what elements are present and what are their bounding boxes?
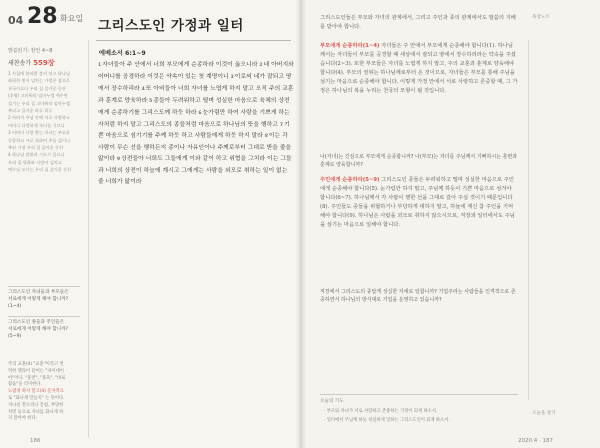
verse-number: 5 <box>149 98 153 104</box>
section-heading: 부모에게 순종하라(1~4) <box>320 43 380 49</box>
note-line: 노엽게 하지 말고(4) 문자적으 <box>8 389 64 395</box>
prayer-item: · 일터에서 주님께 하듯 성실하게 일하는 그리스도인이 되게 하소서. <box>324 418 450 423</box>
question-line: 그리스도인 종들과 주인들은 <box>8 320 65 325</box>
margin-divider <box>528 40 529 400</box>
reflection-question: 나(자녀)는 진심으로 부모에게 순종합니까? 나(부모)는 자녀를 주님께서 기뻐하시는 훈련과 훈계로 양육합니까? <box>320 154 518 169</box>
section-parents <box>320 42 518 95</box>
question-line: 서로에게 어떻게 해야 합니까?(1~4) <box>8 296 69 309</box>
date-weekday: 화요일 <box>60 14 84 23</box>
prayer-label: 오늘의 기도 <box>320 399 344 404</box>
margin-label-top: 묵상노트 <box>532 15 550 20</box>
scripture-reference: 에베소서 6:1~9 <box>99 50 146 57</box>
verse-number: 6 <box>198 110 202 116</box>
note-line: 처벌 등으로 자녀를 화나게 하 <box>8 409 64 415</box>
lyric-line: 복되고 즐거운 하루 하루 <box>8 108 53 114</box>
hymn-lyrics <box>8 70 78 174</box>
question-line: 서로에게 어떻게 해야 합니까? <box>8 326 69 332</box>
title-divider <box>96 40 291 41</box>
note-line: 로 "화나게 만들지" 는 뜻이다. <box>8 395 65 401</box>
question-servants-masters <box>8 316 80 340</box>
note-line: 주의 교훈(4) "교훈"이라고 번 <box>8 362 64 367</box>
column-divider <box>88 40 89 438</box>
lyric-line: (후렴) 고마워라 임마누엘 예수만 <box>8 93 68 99</box>
lyric-line: 1 사철에 봄바람 불어 잇고 하나님 <box>8 71 70 76</box>
verse-text: 종들아 두려워하고 떨며 성실한 마음으로 육체의 상전에게 순종하기를 그리스도께 하듯 하라 <box>98 97 290 116</box>
margin-label-bottom: 오늘을 살기 <box>532 411 556 416</box>
reading-range: 말씀읽기: 잠언 4~8 <box>8 48 53 54</box>
lyric-line: 2 아버지 주님 안에 서로 사랑하고 <box>8 115 70 121</box>
lyric-line: 우리 집 평화와 사랑이 넘치고 <box>8 159 62 165</box>
verse-number: 3 <box>230 74 234 80</box>
verse-number: 2 <box>259 63 263 68</box>
question-children-parents <box>8 286 80 310</box>
verse-text: 눈가림만 하여 사람을 기쁘게 하는 자처럼 하지 말고 그리스도의 종들처럼 마음으로 하나님의 뜻을 행하고 <box>98 109 290 128</box>
prayer-item: · 부모와 자녀가 서로 사랑하고 존중하는 가정이 되게 하소서. <box>324 409 438 414</box>
verse-text: 또 아비들아 너희 자녀를 노엽게 하지 말고 오직 주의 교훈과 훈계로 양육하라 <box>98 85 294 104</box>
question-line: 그리스도인 자녀들과 부모들은 <box>8 290 69 295</box>
lyric-line: 순종하고 서로 위하여 주를 섬기니 <box>8 137 70 143</box>
hymn-label <box>8 58 54 68</box>
lyric-line: 복된 가정 우리 집 즐거운 동산 <box>8 145 64 151</box>
verse-number: 4 <box>141 86 145 92</box>
hymn-prefix: 새찬송가 <box>8 60 32 67</box>
section-body: 자녀들은 주 안에서 부모에게 순종해야 합니다(1). 하나님께서는 자녀들이 부모를 공경할 때 세상에서 잘되고 땅에서 장수하리라는 약속을 주셨습니다(2~3). 또한 부모들은 자녀를 노엽게 하지 말고, 주의 교훈과 훈계로 양육해야 합니다(4). 부모의 권위는 하나님께로부터 온 것이므로, 자녀들은 부모를 통해 주님을 섬기는 마음으로 순종해야 합니다. 이렇게 가정 안에서 서로 사랑하고 존중할 때, 그 가정은 하나님의 복을 누리는 천국의 모형이 될 것입니다. <box>320 43 518 94</box>
scripture-text <box>98 60 294 188</box>
section-heading: 주인에게 순종하라(5~9) <box>320 177 380 183</box>
reflection-question: 직장에서 그리스도의 종답게 성실한 자세로 일합니까? 기업주라는 사람들을 인격적으로 존중하면서 하나님의 방식대로 기업을 운영하고 있습니까? <box>320 289 516 304</box>
lyric-line: 예수님 모시는 우리 집 즐거운 동산 <box>8 167 72 173</box>
intro-paragraph: 그리스도인들은 부모와 자녀의 관계에서, 그리고 주인과 종의 관계에서도 말씀의 지배를 받아야 합니다. <box>320 15 516 30</box>
page-title: 그리스도인 가정과 일터 <box>98 18 244 34</box>
verse-text: 상전들아 너희도 그들에게 이와 같이 하고 위협을 그치라 이는 그들과 너희의 상전이 하늘에 계시고 그에게는 사람을 외모로 취하는 일이 없는 줄 너희가 앎이라 <box>98 156 292 186</box>
lyric-line: 섬기는 우리 집 고마워라 임마누엘 <box>8 100 70 106</box>
note-line: 아"이다. "훈련", "훈육", "바로 <box>8 375 66 381</box>
verse-text: 이는 각 사람이 무슨 선을 행하든지 종이나 자유인이나 주께로부터 그대로 받을 줄을 앎이라 <box>98 133 292 163</box>
lyric-line: 천국이로다 우리 집 즐거운 동산 <box>8 85 66 91</box>
note-line: 역한 헬라어 단어는 "파이데이 <box>8 368 64 374</box>
verse-number: 1 <box>98 63 102 68</box>
lyric-line: 3 어버이 사랑 받는 자녀는 부모를 <box>8 130 70 136</box>
page-number-left: 186 <box>30 438 41 444</box>
date-month: 04 <box>8 14 24 27</box>
section-body: 그리스도인 종들은 두려워하고 떨며 성실한 마음으로 주인에게 순종해야 합니다(5). 눈가림만 하지 말고, 주님께 하듯이 기쁜 마음으로 섬겨야 합니다(6~7). 하나님께서 각 사람이 행한 선을 그대로 갚아 주실 것이기 때문입니다(8). 주인들도 종들을 위협하거나 부당하게 대하지 말고, 하늘에 계신 참 주인을 기억해야 합니다(9). 하나님은 사람을 외모로 취하지 않으시므로, 직장과 일터에서도 주님을 섬기는 마음으로 일해야 합니다. <box>320 177 515 228</box>
lyric-line: 4 하나님 말씀과 기도가 있으니 <box>8 152 65 158</box>
note-line: 지나친 잔소리나 간섭, 부당한 <box>8 402 64 408</box>
note-line: 잡음"을 의미한다. <box>8 382 42 388</box>
verse-number: 9 <box>116 157 121 163</box>
section-servants <box>320 176 518 229</box>
word-notes <box>8 362 80 423</box>
prayer-divider <box>320 394 518 395</box>
book-gutter <box>296 0 306 448</box>
verse-number: 7 <box>279 122 284 128</box>
date-day: 28 <box>27 4 58 29</box>
note-line: 지 말아야 한다. <box>8 416 38 422</box>
verse-text: 네 아버지와 어머니를 공경하라 이것은 약속이 있는 첫 계명이니 <box>98 62 294 80</box>
hymn-number: 559장 <box>33 59 55 67</box>
lyric-line: 화평한 빛이 넘치는 가정은 참으로 <box>8 78 70 84</box>
verse-number: 8 <box>264 134 268 140</box>
lyric-line: 어머니 다정하게 자녀를 기르니 <box>8 122 65 128</box>
page-number-right: 2020.4 · 187 <box>518 438 553 444</box>
verse-text: 이로써 네가 잘되고 땅에서 장수하리라 <box>98 73 292 92</box>
verse-text: 자녀들아 주 안에서 너희 부모에게 순종하라 이것이 옳으니라 <box>102 62 258 68</box>
verse-text: 기쁜 마음으로 섬기기를 주께 하듯 하고 사람들에게 하듯 하지 말라 <box>98 121 290 140</box>
question-line: (5~9) <box>8 333 22 339</box>
